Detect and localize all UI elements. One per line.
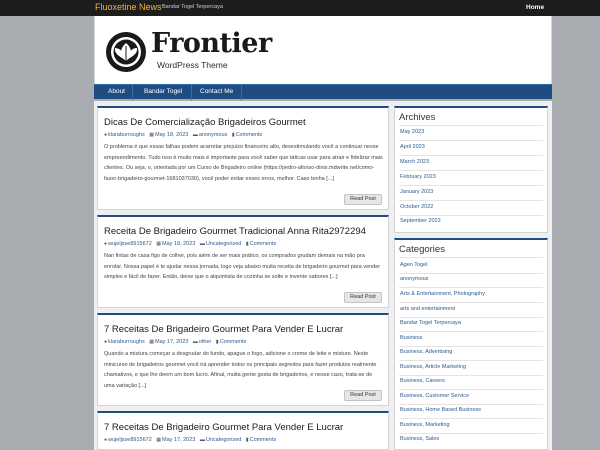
archives-widget <box>394 106 548 233</box>
post-title[interactable]: 7 Receitas De Brigadeiro Gourmet Para Vender E Lucrar <box>104 422 344 433</box>
post-title[interactable]: Receita De Brigadeiro Gourmet Tradicional Anna Rita2972294 <box>104 226 366 237</box>
nav-divider <box>132 85 133 100</box>
category-link[interactable]: Bandar Togel Terpercaya <box>400 320 461 326</box>
home-link[interactable]: Home <box>526 4 545 11</box>
divider <box>399 125 543 126</box>
comment-icon: ▮ <box>215 339 219 345</box>
post-date[interactable]: May 18, 2023 <box>162 241 196 247</box>
folder-icon: ▬ <box>192 132 198 138</box>
archive-link[interactable]: May 2023 <box>400 129 425 135</box>
comment-icon: ▮ <box>245 437 249 443</box>
divider <box>399 375 543 376</box>
divider <box>399 317 543 318</box>
post-category[interactable]: other <box>198 339 212 345</box>
read-post-button[interactable]: Read Post <box>344 292 382 303</box>
post-category[interactable]: anonymous <box>198 132 228 138</box>
site-title-link[interactable]: Fluoxetine News <box>95 2 162 12</box>
nav-item-bandar-togel[interactable]: Bandar Togel <box>144 88 183 95</box>
post-card <box>97 106 389 210</box>
post-comments[interactable]: Comments <box>235 132 263 138</box>
post-category[interactable]: Uncategorized <box>205 241 242 247</box>
divider <box>399 433 543 434</box>
post-card <box>97 411 389 450</box>
site-header <box>94 16 552 84</box>
post-title[interactable]: 7 Receitas De Brigadeiro Gourmet Para Vender E Lucrar <box>104 324 344 335</box>
post-comments[interactable]: Comments <box>249 437 277 443</box>
post-meta <box>104 132 265 138</box>
divider <box>399 215 543 216</box>
logo-title[interactable]: Frontier <box>151 28 272 59</box>
post-card <box>97 313 389 406</box>
archive-link[interactable]: March 2023 <box>400 159 430 165</box>
post-date[interactable]: May 17, 2023 <box>154 339 189 345</box>
post-author[interactable]: wujeljsse8915672 <box>108 241 152 247</box>
archive-link[interactable]: September 2022 <box>400 218 441 224</box>
nav-item-about[interactable]: About <box>108 88 125 95</box>
divider <box>399 302 543 303</box>
post-meta <box>104 241 279 247</box>
archive-link[interactable]: January 2023 <box>400 189 434 195</box>
divider <box>399 200 543 201</box>
archives-widget-title: Archives <box>399 112 436 123</box>
divider <box>399 418 543 419</box>
user-icon: ● <box>104 132 108 138</box>
category-link[interactable]: Agen Togel <box>400 262 428 268</box>
divider <box>399 287 543 288</box>
post-comments[interactable]: Comments <box>249 241 277 247</box>
divider <box>399 257 543 258</box>
post-author[interactable]: klaraburroughs <box>108 132 145 138</box>
category-link[interactable]: Business, Home Based Business <box>400 407 482 413</box>
post-date[interactable]: May 18, 2023 <box>154 132 189 138</box>
comment-icon: ▮ <box>245 241 249 247</box>
folder-icon: ▬ <box>199 437 205 443</box>
user-icon: ● <box>104 339 108 345</box>
category-link[interactable]: Business, Sales <box>400 436 440 442</box>
category-link[interactable]: anonymous <box>400 276 429 282</box>
divider <box>399 389 543 390</box>
calendar-icon: ▦ <box>149 132 154 138</box>
main-navigation <box>94 84 552 99</box>
frontier-logo-icon[interactable] <box>104 30 148 74</box>
user-icon: ● <box>104 241 108 247</box>
post-date[interactable]: May 17, 2023 <box>162 437 196 443</box>
category-link[interactable]: arts and entertainment <box>400 306 456 312</box>
post-author[interactable]: wujeljsse8915672 <box>108 437 152 443</box>
nav-divider <box>191 85 192 100</box>
post-excerpt: Quando a mistura começar a desgrudar do fundo, apague o fogo, adicione o creme de leite e misture. Neste minicurso de brigadeiros gourmet você irá aprender todos os principais segredos para fazer produtos realmente chamativos, e que lhe deem um bom lucro. Afinal, muita gente gosta de brigadeiros, e nesse caso, trata-se de uma variação [...] <box>104 351 377 389</box>
category-link[interactable]: Business, Advertising <box>400 349 453 355</box>
category-link[interactable]: Business <box>400 335 423 341</box>
post-card <box>97 215 389 308</box>
divider <box>399 346 543 347</box>
user-icon: ● <box>104 437 108 443</box>
read-post-button[interactable]: Read Post <box>344 194 382 205</box>
divider <box>399 273 543 274</box>
divider <box>399 155 543 156</box>
folder-icon: ▬ <box>199 241 205 247</box>
calendar-icon: ▦ <box>149 339 154 345</box>
post-excerpt: O problema é que essas falhas podem acarretar prejuízo financeiro alto, desestimulando você a continuar nesse empreendimento. Tudo isso é muito mais é importante para você saber que táticas usar para atrair e fidelizar mais clientes. Ou seja, o, orientada por um Curso de Brigadeiro online (https://pedro-afonso-dinis.mdwrite.net/como-fazer-brigadeiro-gourmet-1681037030), você poder evitar esses erros, melhor. Caso tenha [...] <box>104 144 383 182</box>
comment-icon: ▮ <box>231 132 235 138</box>
site-tagline: Bandar Togel Terpercaya <box>162 4 223 10</box>
divider <box>399 185 543 186</box>
post-meta <box>104 339 249 345</box>
post-title[interactable]: Dicas De Comercialização Brigadeiros Gourmet <box>104 117 306 128</box>
archive-link[interactable]: April 2023 <box>400 144 425 150</box>
category-link[interactable]: Business, Careers <box>400 378 445 384</box>
post-author[interactable]: klaraburroughs <box>108 339 145 345</box>
category-link[interactable]: Business, Customer Service <box>400 393 470 399</box>
divider <box>399 404 543 405</box>
read-post-button[interactable]: Read Post <box>344 390 382 401</box>
archive-link[interactable]: February 2023 <box>400 174 436 180</box>
divider <box>399 170 543 171</box>
calendar-icon: ▦ <box>156 437 162 443</box>
categories-widget-title: Categories <box>399 244 445 255</box>
category-link[interactable]: Business, Article Marketing <box>400 364 467 370</box>
archive-link[interactable]: October 2022 <box>400 204 434 210</box>
categories-widget <box>394 238 548 450</box>
calendar-icon: ▦ <box>156 241 162 247</box>
category-link[interactable]: Arts & Entertainment, Photography <box>400 291 485 297</box>
divider <box>399 331 543 332</box>
top-bar <box>0 0 600 16</box>
divider <box>399 360 543 361</box>
post-meta <box>104 437 279 443</box>
logo-subtitle: WordPress Theme <box>157 60 228 70</box>
category-link[interactable]: Business, Marketing <box>400 422 450 428</box>
divider <box>399 140 543 141</box>
post-excerpt: Nan fintas de casa figo de colher, pois além de ser mais prático, os comprados grudam demais na mão pra enrolar. Nossa papel é te ajudar nessa jornada, logo veja abaixo muita receita de brigadeiro gourmet para vender simples e fácil de fazer. Então, deixe que o alquimista de cozinha se solte e invente sabores [...] <box>104 253 381 280</box>
folder-icon: ▬ <box>192 339 198 345</box>
post-category[interactable]: Uncategorized <box>205 437 242 443</box>
nav-item-contact-me[interactable]: Contact Me <box>200 88 234 95</box>
post-comments[interactable]: Comments <box>219 339 247 345</box>
nav-divider <box>241 85 242 100</box>
